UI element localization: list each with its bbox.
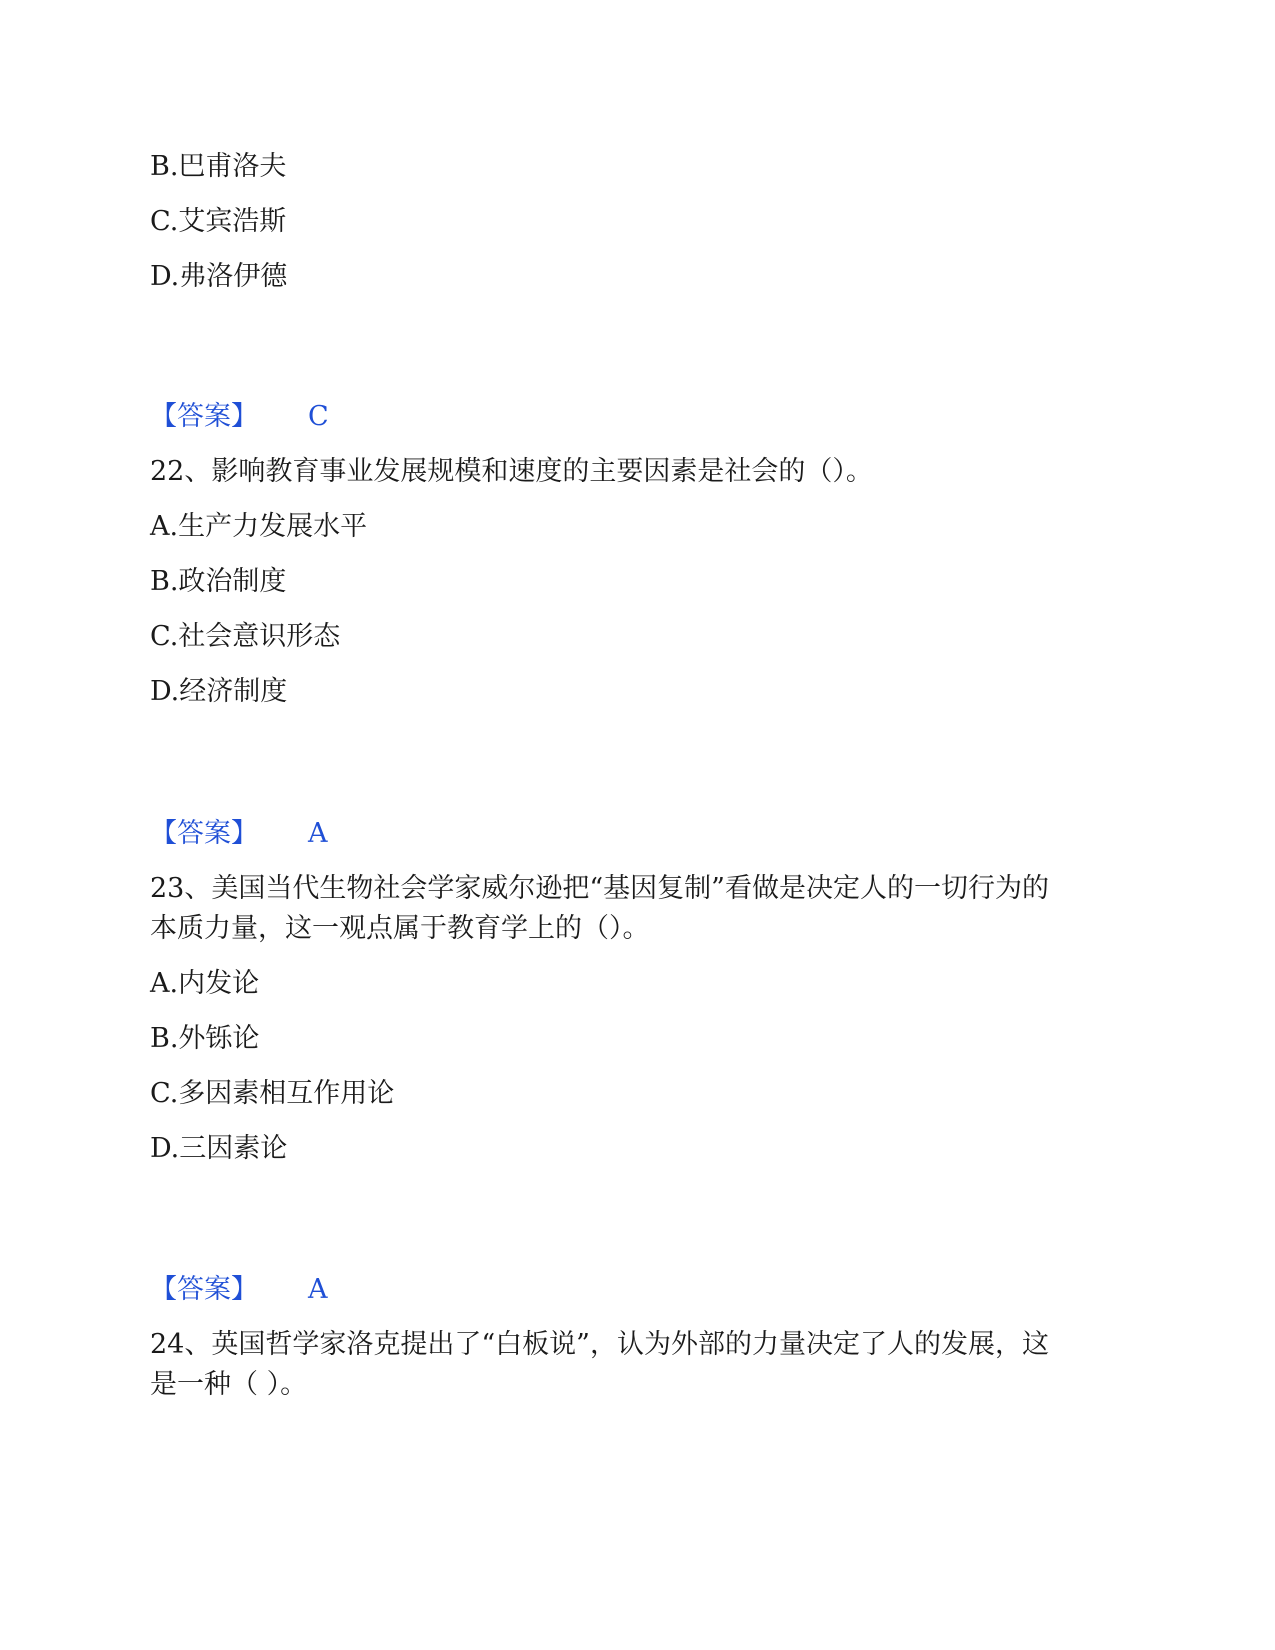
q23-question-line1: 23、美国当代生物社会学家威尔逊把“基因复制”看做是决定人的一切行为的	[150, 873, 1049, 904]
q23-answer-label: 【答案】	[150, 1274, 258, 1305]
q22-question: 22、影响教育事业发展规模和速度的主要因素是社会的（）。	[150, 456, 873, 487]
q24-question-line1: 24、英国哲学家洛克提出了“白板说”，认为外部的力量决定了人的发展，这	[150, 1329, 1049, 1360]
q22-answer-value: A	[308, 818, 328, 849]
q21-option-c: C.艾宾浩斯	[150, 206, 287, 237]
q22-option-b: B.政治制度	[150, 566, 287, 597]
q24-question-line2: 是一种（ ）。	[150, 1369, 308, 1400]
q22-option-c: C.社会意识形态	[150, 621, 341, 652]
q23-answer-value: A	[308, 1274, 328, 1305]
q22-option-d: D.经济制度	[150, 676, 288, 707]
q23-question-line2: 本质力量，这一观点属于教育学上的（）。	[150, 913, 650, 944]
q23-option-b: B.外铄论	[150, 1023, 260, 1054]
q21-option-b: B.巴甫洛夫	[150, 151, 287, 182]
q22-answer-label: 【答案】	[150, 818, 258, 849]
q22-option-a: A.生产力发展水平	[150, 511, 368, 542]
q23-option-d: D.三因素论	[150, 1133, 288, 1164]
q21-answer-label: 【答案】	[150, 401, 258, 432]
q21-option-d: D.弗洛伊德	[150, 261, 288, 292]
q23-option-c: C.多因素相互作用论	[150, 1078, 395, 1109]
q21-answer-value: C	[308, 401, 329, 432]
q23-option-a: A.内发论	[150, 968, 260, 999]
